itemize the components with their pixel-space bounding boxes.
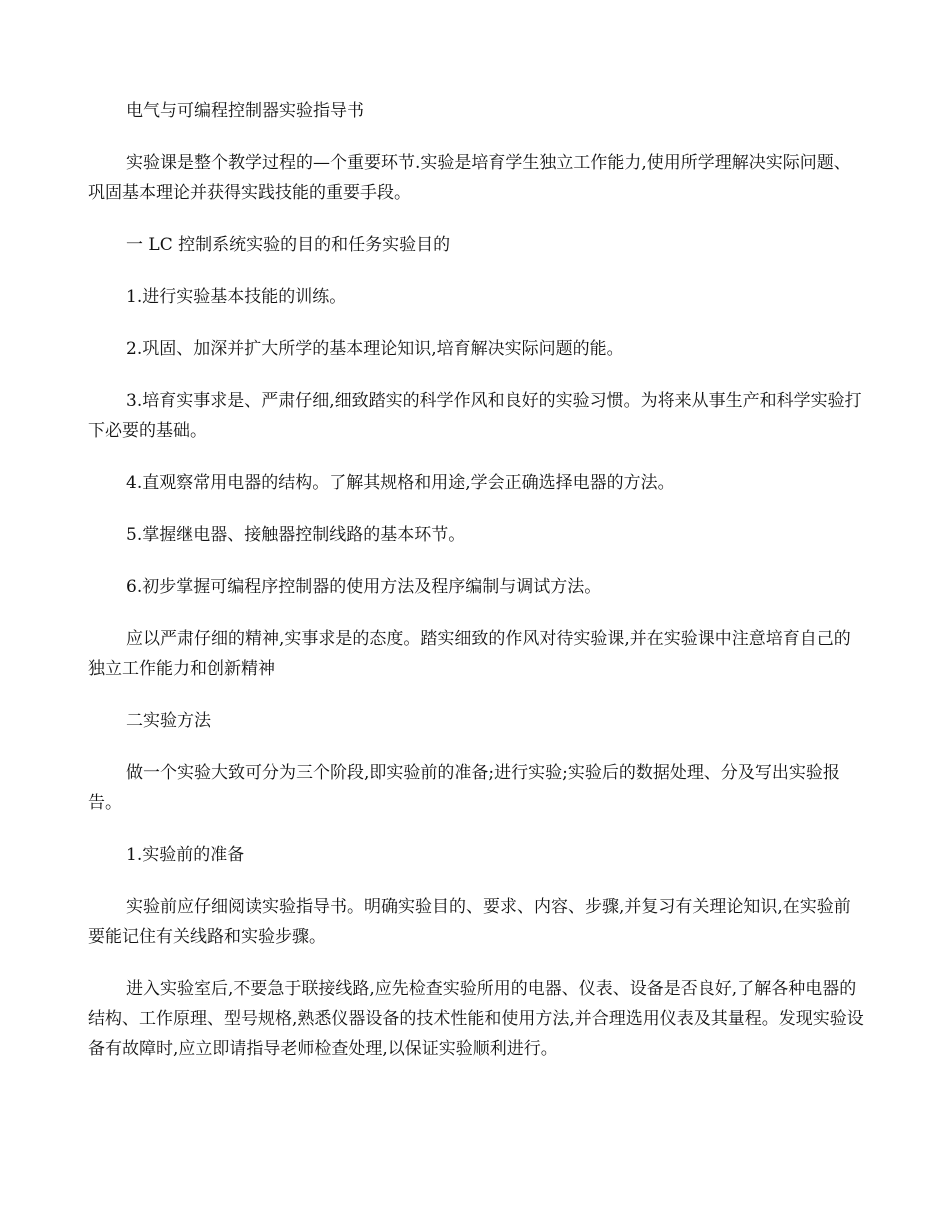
objective-item-4: 4.直观察常用电器的结构。了解其规格和用途,学会正确选择电器的方法。 — [126, 473, 675, 493]
section-heading-objectives: 一 LC 控制系统实验的目的和任务实验目的 — [126, 235, 451, 255]
intro-paragraph: 实验课是整个教学过程的—个重要环节.实验是培育学生独立工作能力,使用所学理解决实际问题、巩固基本理论并获得实践技能的重要手段。 — [88, 153, 851, 203]
objective-item-2: 2.巩固、加深并扩大所学的基本理论知识,培育解决实际问题的能。 — [126, 339, 624, 359]
objective-item-5: 5.掌握继电器、接触器控制线路的基本环节。 — [126, 525, 466, 545]
subsection-heading-preparation: 1.实验前的准备 — [126, 845, 245, 865]
objective-item-3: 3.培育实事求是、严肃仔细,细致踏实的科学作风和良好的实验习惯。为将来从事生产和科学实验打下必要的基础。 — [88, 391, 862, 441]
attitude-paragraph: 应以严肃仔细的精神,实事求是的态度。踏实细致的作风对待实验课,并在实验课中注意培育自己的独立工作能力和创新精神 — [88, 629, 851, 679]
lab-entry-paragraph: 进入实验室后,不要急于联接线路,应先检查实验所用的电器、仪表、设备是否良好,了解各种电器的结构、工作原理、型号规格,熟悉仪器设备的技术性能和使用方法,并合理选用仪表及其量程。发现实验设备有故障时,应立即请指导老师检查处理,以保证实验顺利进行。 — [88, 979, 864, 1059]
methods-paragraph: 做一个实验大致可分为三个阶段,即实验前的准备;进行实验;实验后的数据处理、分及写出实验报告。 — [88, 763, 840, 813]
document-title: 电气与可编程控制器实验指导书 — [126, 101, 364, 121]
preparation-paragraph: 实验前应仔细阅读实验指导书。明确实验目的、要求、内容、步骤,并复习有关理论知识,在实验前要能记住有关线路和实验步骤。 — [88, 897, 851, 947]
section-heading-methods: 二实验方法 — [126, 711, 211, 731]
objective-item-1: 1.进行实验基本技能的训练。 — [126, 287, 347, 307]
objective-item-6: 6.初步掌握可编程序控制器的使用方法及程序编制与调试方法。 — [126, 577, 602, 597]
